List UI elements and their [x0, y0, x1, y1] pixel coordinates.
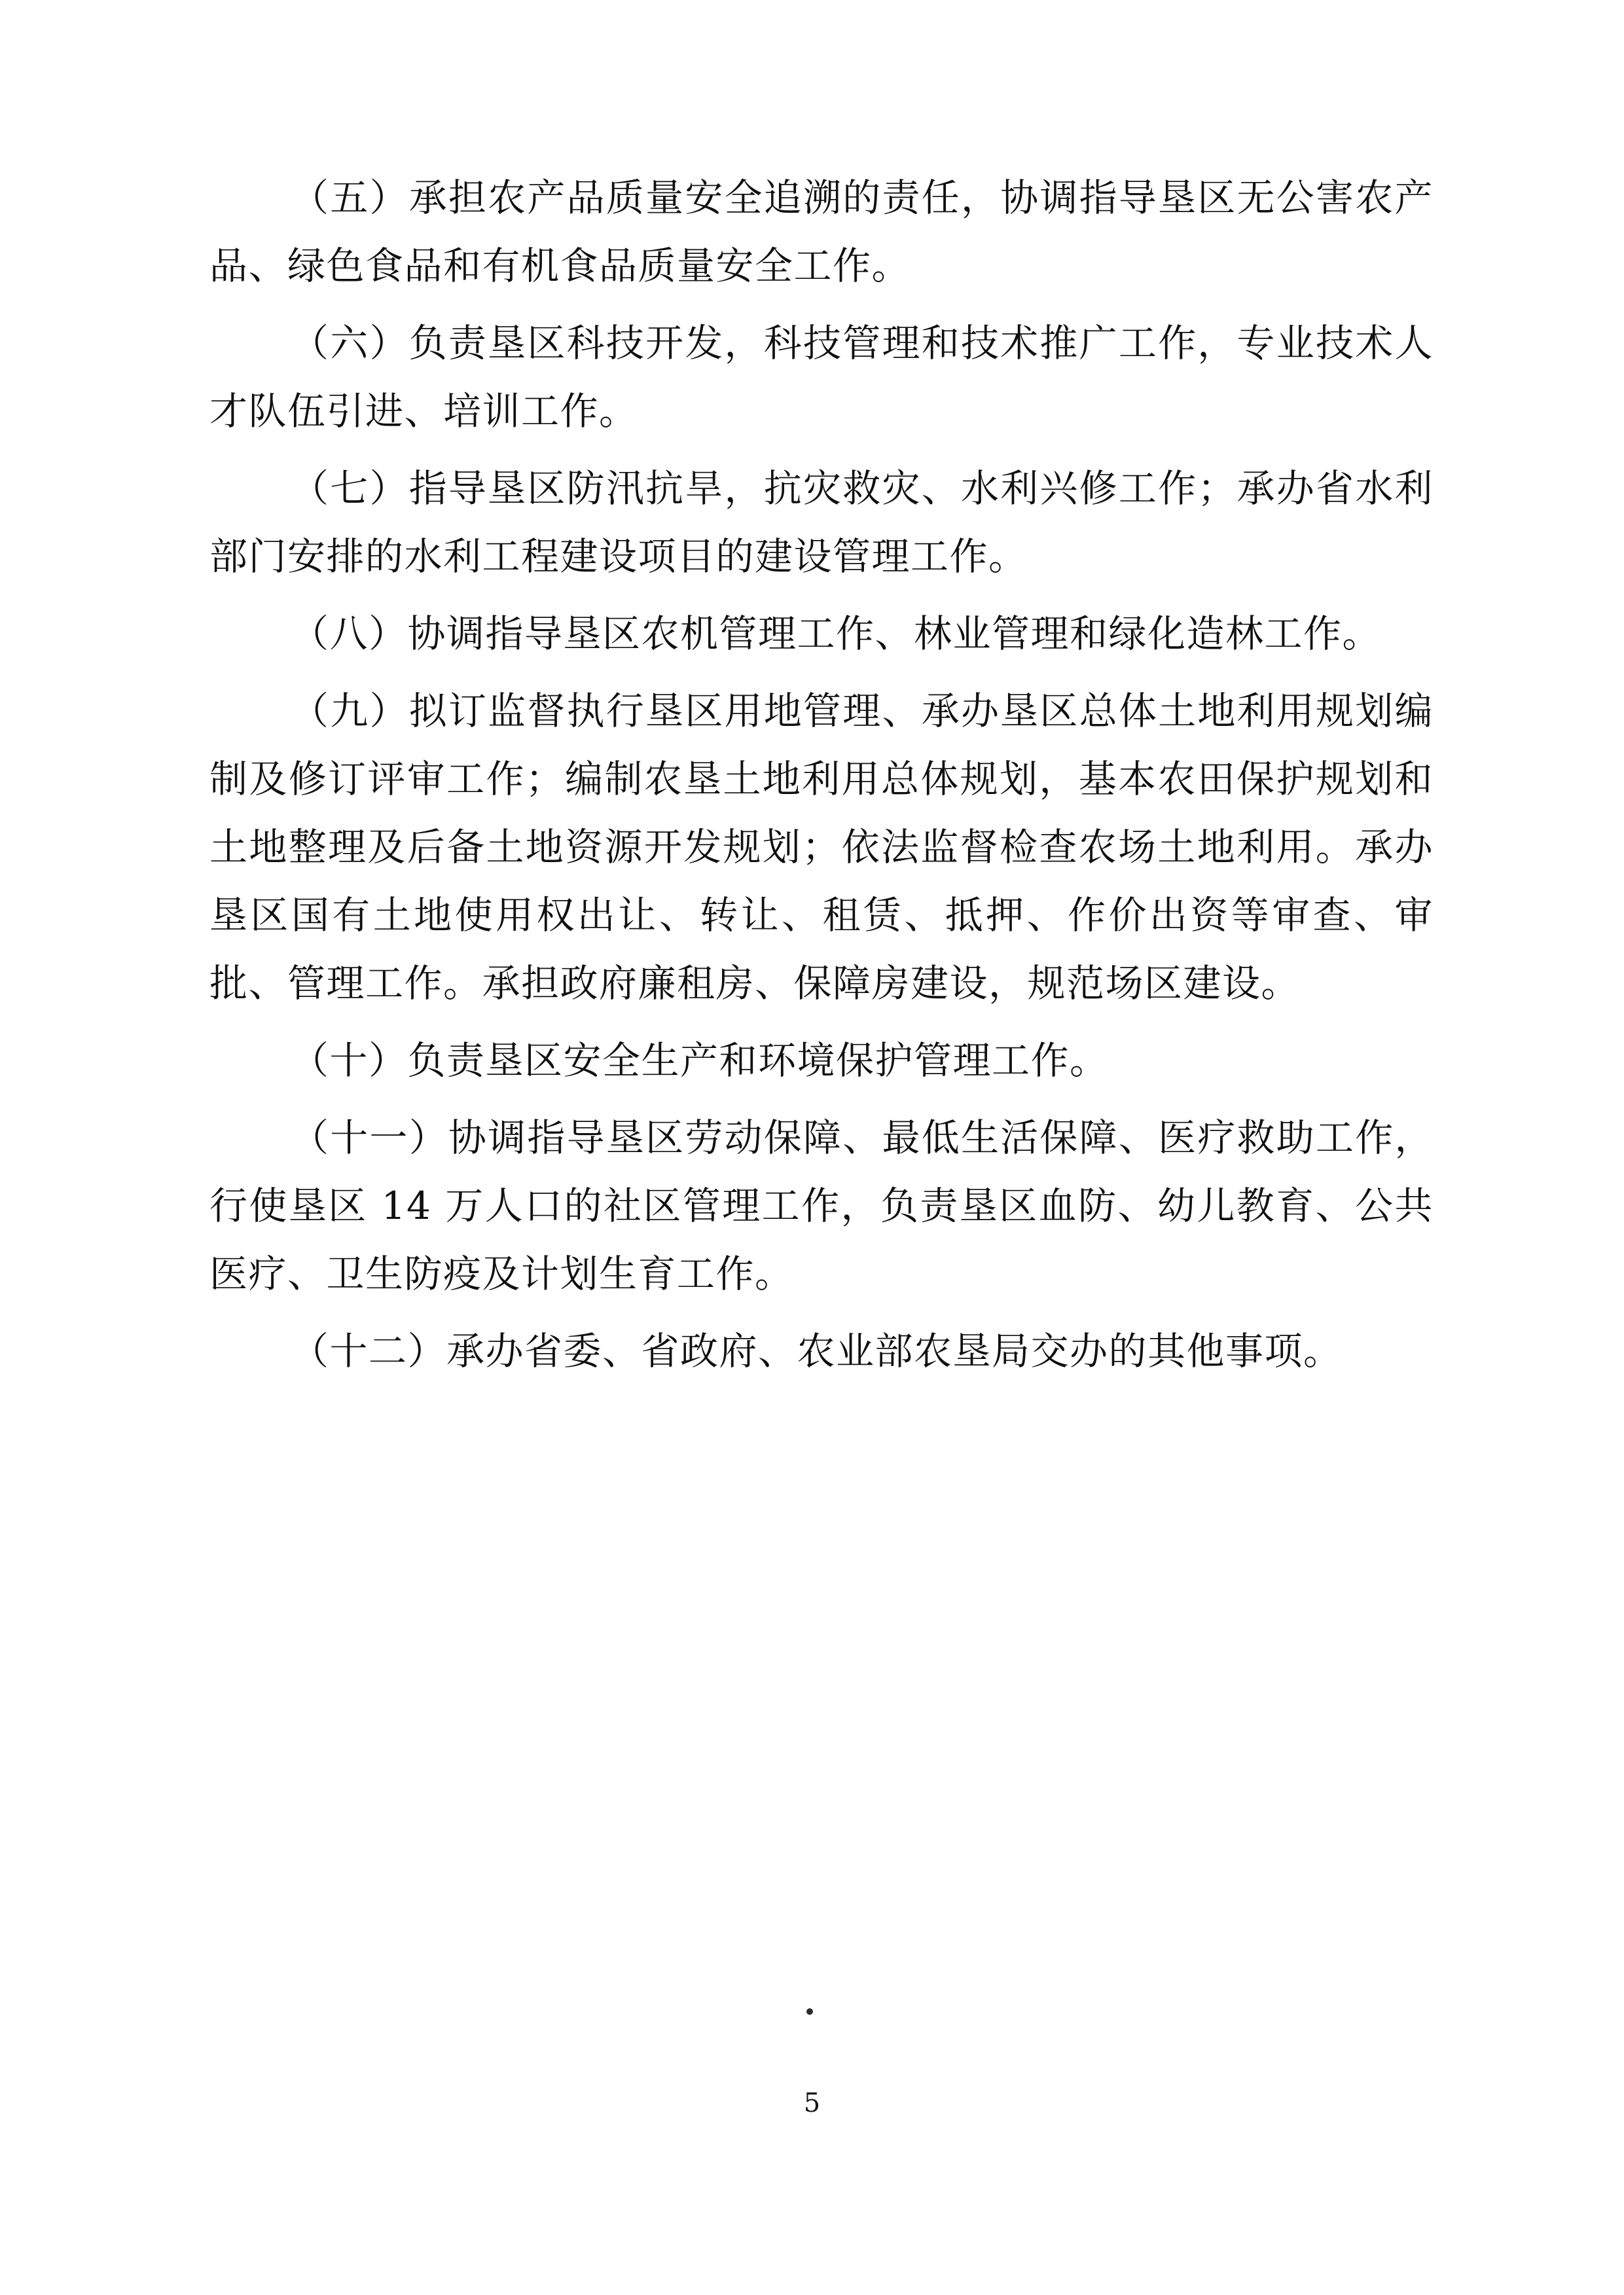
- paragraph-item-10: （十）负责垦区安全生产和环境保护管理工作。: [291, 1038, 1109, 1083]
- paragraph-item-12: （十二）承办省委、省政府、农业部农垦局交办的其他事项。: [291, 1329, 1343, 1373]
- paragraph-item-6: （六）负责垦区科技开发，科技管理和技术推广工作，专业技术人才队伍引进、培训工作。: [209, 321, 1434, 433]
- paragraph-item-8: （八）协调指导垦区农机管理工作、林业管理和绿化造林工作。: [291, 611, 1382, 656]
- document-body: [209, 164, 1434, 1385]
- paragraph-item-5: （五）承担农产品质量安全追溯的责任，协调指导垦区无公害农产品、绿色食品和有机食品质量安全工作。: [209, 175, 1434, 288]
- paragraph-item-11: （十一）协调指导垦区劳动保障、最低生活保障、医疗救助工作，行使垦区 14 万人口的社区管理工作，负责垦区血防、幼儿教育、公共医疗、卫生防疫及计划生育工作。: [209, 1115, 1434, 1296]
- page-footer: [0, 2088, 1624, 2118]
- page-number: 5: [803, 2088, 821, 2118]
- footer-separator-dot: [806, 2008, 813, 2015]
- paragraph-item-9: （九）拟订监督执行垦区用地管理、承办垦区总体土地利用规划编制及修订评审工作；编制农垦土地利用总体规划，基本农田保护规划和土地整理及后备土地资源开发规划；依法监督检查农场土地利用。承办垦区国有土地使用权出让、转让、租赁、抵押、作价出资等审查、审批、管理工作。承担政府廉租房、保障房建设，规范场区建设。: [209, 689, 1434, 1005]
- paragraph-item-7: （七）指导垦区防汛抗旱，抗灾救灾、水利兴修工作；承办省水利部门安排的水利工程建设项目的建设管理工作。: [209, 466, 1434, 579]
